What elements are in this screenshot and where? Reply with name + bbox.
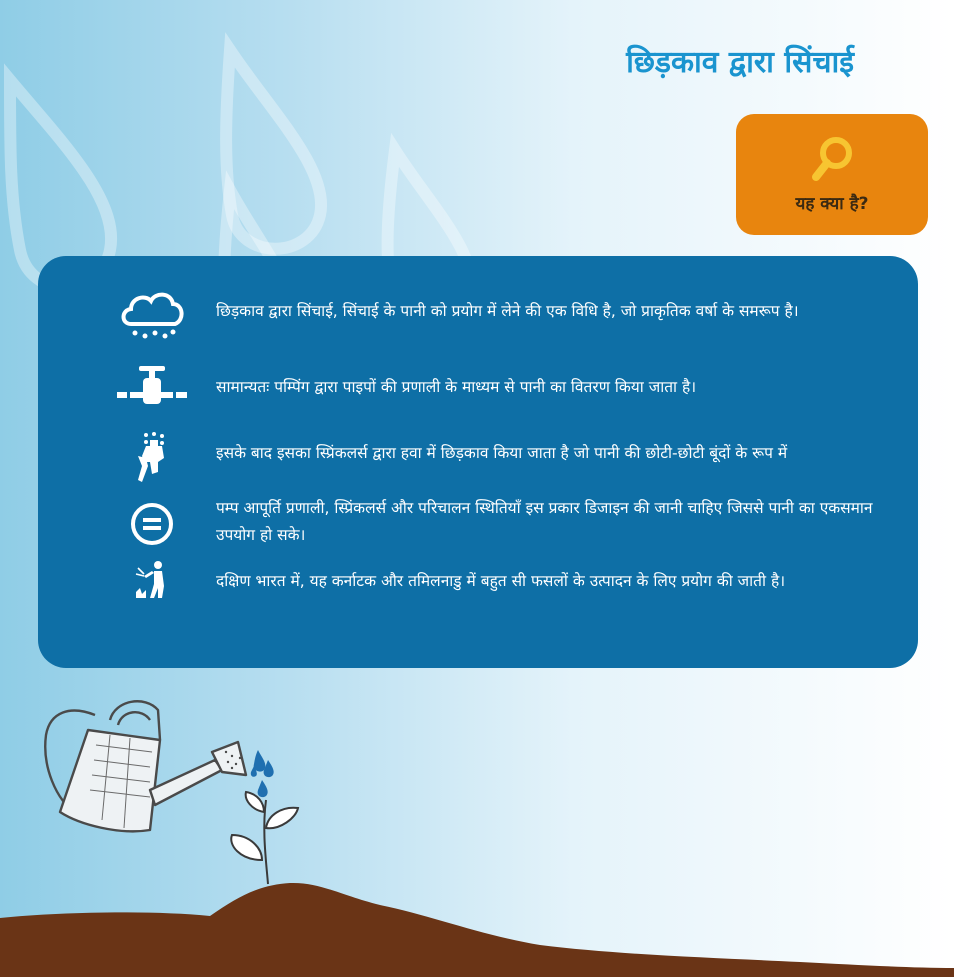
sapling: [231, 792, 298, 884]
equal-circle-icon: [112, 501, 192, 547]
pipe-valve-icon: [112, 364, 192, 406]
rain-cloud-icon: [112, 286, 192, 344]
what-is-it-label: यह क्या है?: [795, 194, 869, 214]
point-text: छिड़काव द्वारा सिंचाई, सिंचाई के पानी को प्रयोग में लेने की एक विधि है, जो प्राकृतिक वर्षा के समरूप है।: [216, 302, 799, 320]
soil-ground: [0, 883, 954, 977]
point-text: पम्प आपूर्ति प्रणाली, स्प्रिंकलर्स और परिचालन स्थितियाँ इस प्रकार डिजाइन की जानी चाहिए जिससे पानी का एकसमान उपयोग हो सके।: [216, 499, 873, 544]
page-title: छिड़काव द्वारा सिंचाई: [626, 45, 854, 80]
watering-can-illustration: [0, 690, 954, 977]
what-is-it-card[interactable]: [736, 114, 928, 235]
point-text: सामान्यतः पम्पिंग द्वारा पाइपों की प्रणाली के माध्यम से पानी का वितरण किया जाता है।: [216, 378, 697, 396]
watering-can: [45, 701, 246, 831]
point-text: इसके बाद इसका स्प्रिंकलर्स द्वारा हवा में छिड़काव किया जाता है जो पानी की छोटी-छोटी बूंदों के रूप में: [216, 444, 788, 462]
sprinkler-icon: [112, 432, 192, 484]
magnifier-icon: [810, 135, 854, 183]
point-text: दक्षिण भारत में, यह कर्नाटक और तमिलनाडु में बहुत सी फसलों के उत्पादन के लिए प्रयोग की जाती है।: [216, 572, 786, 590]
info-panel: [38, 256, 918, 668]
farmer-watering-icon: [112, 560, 192, 600]
water-drops: [251, 750, 274, 797]
